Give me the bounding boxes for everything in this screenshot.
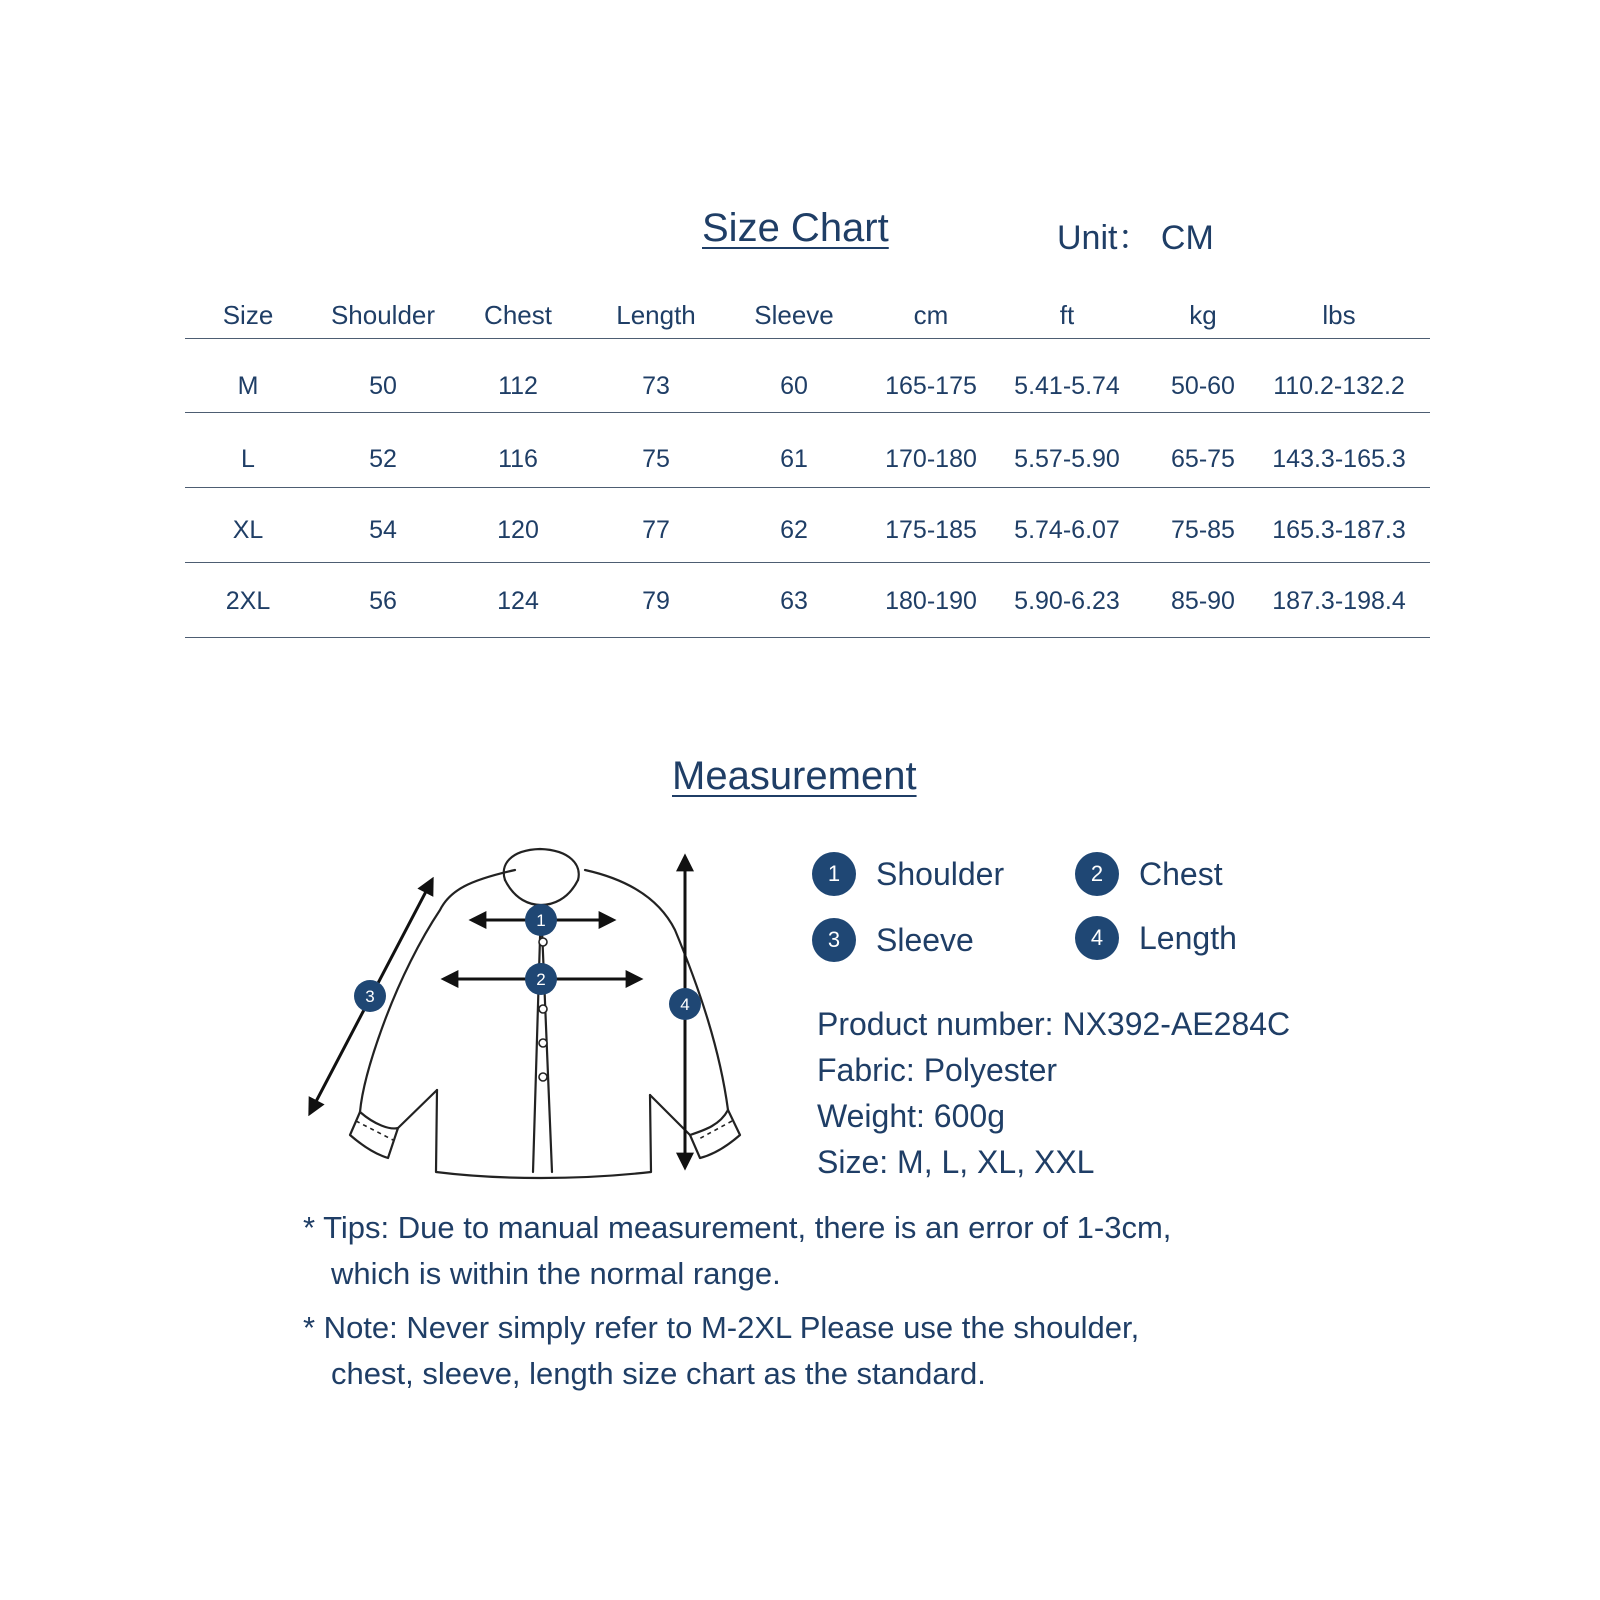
note-line-1: * Note: Never simply refer to M-2XL Please use the shoulder,: [303, 1310, 1140, 1345]
cell-ft: 5.90-6.23: [1014, 587, 1120, 615]
cell-length: 77: [642, 516, 670, 544]
cell-size: 2XL: [225, 587, 271, 615]
shirt-measurement-diagram: [290, 845, 750, 1185]
legend-item-sleeve: [812, 918, 974, 962]
marker-3-label: 3: [365, 987, 375, 1006]
size-chart-title: Size Chart: [702, 206, 889, 250]
cell-sleeve: 60: [780, 372, 808, 400]
measurement-title: Measurement: [672, 754, 917, 798]
table-divider: [185, 412, 1430, 413]
cell-size: M: [237, 372, 259, 400]
cell-ft: 5.74-6.07: [1014, 516, 1120, 544]
fabric: Fabric: Polyester: [817, 1052, 1058, 1088]
cell-cm: 170-180: [885, 445, 977, 473]
weight: Weight: 600g: [817, 1098, 1005, 1134]
legend-label-shoulder: Shoulder: [876, 855, 1005, 892]
legend-item-shoulder: [812, 852, 1004, 896]
table-divider: [185, 637, 1430, 638]
header-lbs: lbs: [1322, 300, 1356, 330]
cell-cm: 175-185: [885, 516, 977, 544]
header-size: Size: [222, 300, 274, 330]
marker-4-label: 4: [680, 995, 690, 1014]
cell-chest: 112: [498, 372, 538, 400]
legend-item-chest: [1075, 852, 1223, 896]
header-kg: kg: [1189, 300, 1217, 330]
cell-size: XL: [232, 516, 264, 544]
cell-cm: 180-190: [885, 587, 977, 615]
header-chest: Chest: [484, 300, 552, 330]
cell-sleeve: 63: [780, 587, 808, 615]
cell-ft: 5.41-5.74: [1014, 372, 1120, 400]
cell-length: 75: [642, 445, 670, 473]
cell-kg: 85-90: [1171, 587, 1235, 615]
legend-label-length: Length: [1139, 919, 1237, 956]
button-icon: [539, 1073, 547, 1081]
legend-badge-4: 4: [1075, 916, 1119, 960]
measurement-arrows: [310, 857, 685, 1167]
available-sizes: Size: M, L, XL, XXL: [817, 1144, 1095, 1180]
tip-line-2: which is within the normal range.: [331, 1256, 781, 1291]
tip-note: [303, 1205, 1353, 1297]
legend-label-sleeve: Sleeve: [876, 921, 974, 958]
cuff-stitching: [356, 1121, 732, 1140]
standard-note: [303, 1305, 1353, 1397]
cell-cm: 165-175: [885, 372, 977, 400]
cell-shoulder: 50: [369, 372, 397, 400]
tip-line-1: * Tips: Due to manual measurement, there is an error of 1-3cm,: [303, 1210, 1172, 1245]
note-line-2: chest, sleeve, length size chart as the standard.: [331, 1356, 986, 1391]
cell-shoulder: 52: [369, 445, 397, 473]
cell-shoulder: 56: [369, 587, 397, 615]
header-cm: cm: [913, 300, 949, 330]
cell-lbs: 143.3-165.3: [1272, 445, 1406, 473]
cell-kg: 50-60: [1171, 372, 1235, 400]
cell-size: L: [241, 445, 255, 473]
button-icon: [539, 938, 547, 946]
legend-label-chest: Chest: [1139, 855, 1223, 892]
cell-kg: 75-85: [1171, 516, 1235, 544]
header-length: Length: [616, 300, 696, 330]
table-divider: [185, 487, 1430, 488]
legend-item-length: [1075, 916, 1237, 960]
legend-badge-2: 2: [1075, 852, 1119, 896]
table-divider: [185, 562, 1430, 563]
cell-shoulder: 54: [369, 516, 397, 544]
button-icon: [539, 1039, 547, 1047]
cell-length: 73: [642, 372, 670, 400]
cell-lbs: 187.3-198.4: [1272, 587, 1406, 615]
cell-lbs: 110.2-132.2: [1273, 372, 1405, 400]
legend-badge-1: 1: [812, 852, 856, 896]
cell-chest: 116: [498, 445, 538, 473]
diagram-markers: [354, 904, 701, 1020]
header-ft: ft: [1059, 300, 1075, 330]
cell-ft: 5.57-5.90: [1014, 445, 1120, 473]
product-number: Product number: NX392-AE284C: [817, 1006, 1291, 1042]
marker-1-label: 1: [536, 911, 546, 930]
legend-badge-3: 3: [812, 918, 856, 962]
header-sleeve: Sleeve: [754, 300, 834, 330]
cell-lbs: 165.3-187.3: [1272, 516, 1406, 544]
unit-label: Unit： CM: [1057, 219, 1214, 257]
cell-kg: 65-75: [1171, 445, 1235, 473]
header-shoulder: Shoulder: [330, 300, 436, 330]
marker-2-label: 2: [536, 970, 546, 989]
cell-sleeve: 62: [780, 516, 808, 544]
cell-chest: 120: [497, 516, 539, 544]
button-icon: [539, 1005, 547, 1013]
cell-length: 79: [642, 587, 670, 615]
cell-sleeve: 61: [780, 445, 808, 473]
cell-chest: 124: [497, 587, 539, 615]
table-divider: [185, 338, 1430, 339]
